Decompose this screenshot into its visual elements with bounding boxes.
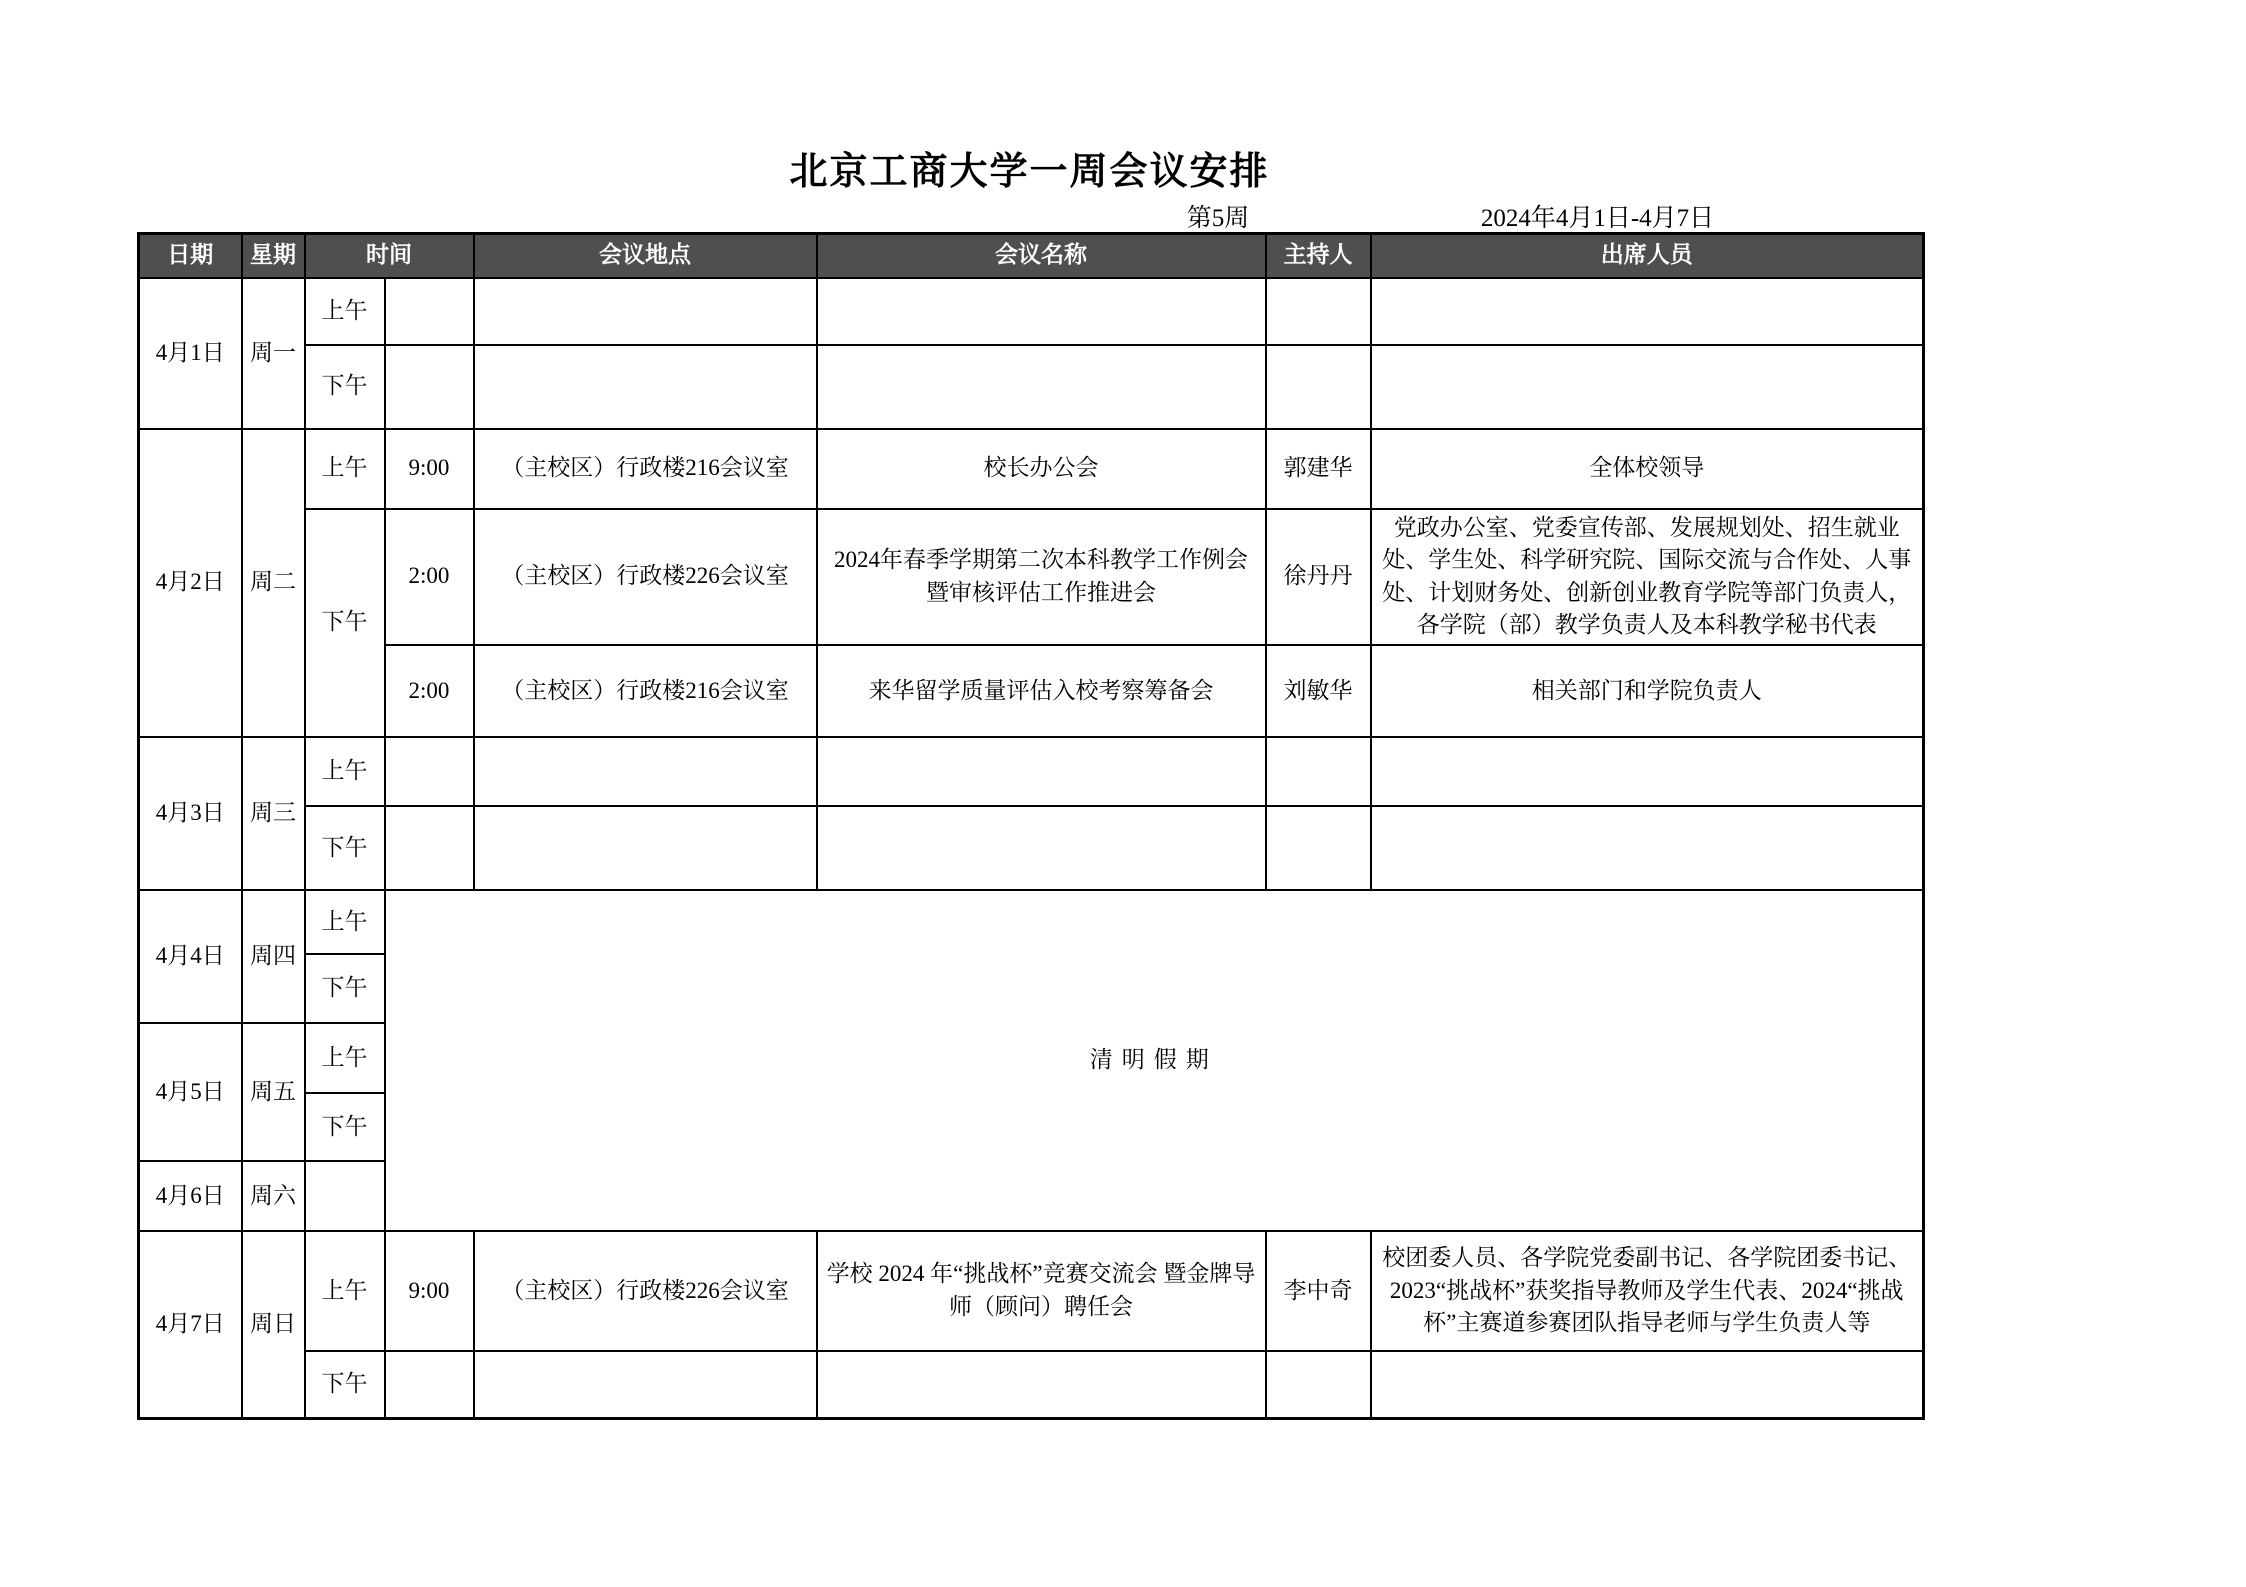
row-apr4-am xyxy=(139,890,1924,954)
host-cell: 刘敏华 xyxy=(1266,645,1371,737)
row-apr2-pm1 xyxy=(139,509,1924,646)
row-apr3-am xyxy=(139,737,1924,806)
weekday-cell: 周一 xyxy=(242,278,305,429)
date-cell: 4月1日 xyxy=(139,278,242,429)
time-cell: 9:00 xyxy=(385,1231,474,1351)
time-cell: 9:00 xyxy=(385,429,474,509)
empty-attendees-cell xyxy=(1371,737,1924,806)
host-cell: 李中奇 xyxy=(1266,1231,1371,1351)
date-cell: 4月2日 xyxy=(139,429,242,738)
meeting-name-cell: 学校 2024 年“挑战杯”竞赛交流会 暨金牌导师（顾问）聘任会 xyxy=(817,1231,1266,1351)
empty-meeting-cell xyxy=(817,806,1266,890)
weekday-cell: 周六 xyxy=(242,1161,305,1231)
empty-location-cell xyxy=(474,1351,817,1418)
header-meeting: 会议名称 xyxy=(817,234,1266,278)
date-cell: 4月5日 xyxy=(139,1023,242,1161)
header-attendees: 出席人员 xyxy=(1371,234,1924,278)
empty-host-cell xyxy=(1266,737,1371,806)
ampm-cell: 上午 xyxy=(305,1023,385,1093)
date-cell: 4月4日 xyxy=(139,890,242,1023)
ampm-cell: 上午 xyxy=(305,278,385,345)
empty-time-cell xyxy=(385,737,474,806)
row-apr1-am xyxy=(139,278,1924,345)
header-row xyxy=(139,234,1924,278)
empty-time-cell xyxy=(385,806,474,890)
empty-host-cell xyxy=(1266,1351,1371,1418)
row-apr3-pm xyxy=(139,806,1924,890)
weekday-cell: 周日 xyxy=(242,1231,305,1418)
ampm-cell: 下午 xyxy=(305,345,385,429)
weekday-cell: 周三 xyxy=(242,737,305,890)
header-weekday: 星期 xyxy=(242,234,305,278)
empty-location-cell xyxy=(474,345,817,429)
attendees-cell: 党政办公室、党委宣传部、发展规划处、招生就业处、学生处、科学研究院、国际交流与合作处、人事处、计划财务处、创新创业教育学院等部门负责人，各学院（部）教学负责人及本科教学秘书代表 xyxy=(1371,509,1924,646)
weekday-cell: 周二 xyxy=(242,429,305,738)
ampm-cell: 下午 xyxy=(305,806,385,890)
meeting-schedule-table xyxy=(137,232,1925,1420)
weekday-cell: 周五 xyxy=(242,1023,305,1161)
location-cell: （主校区）行政楼216会议室 xyxy=(474,645,817,737)
attendees-cell: 全体校领导 xyxy=(1371,429,1924,509)
ampm-cell: 下午 xyxy=(305,1351,385,1418)
row-apr2-pm2 xyxy=(139,645,1924,737)
empty-host-cell xyxy=(1266,806,1371,890)
ampm-cell: 下午 xyxy=(305,954,385,1023)
meeting-name-cell: 2024年春季学期第二次本科教学工作例会暨审核评估工作推进会 xyxy=(817,509,1266,646)
empty-meeting-cell xyxy=(817,1351,1266,1418)
header-time: 时间 xyxy=(305,234,474,278)
empty-meeting-cell xyxy=(817,278,1266,345)
empty-time-cell xyxy=(385,345,474,429)
location-cell: （主校区）行政楼226会议室 xyxy=(474,509,817,646)
empty-host-cell xyxy=(1266,278,1371,345)
empty-ampm-cell xyxy=(305,1161,385,1231)
page-title: 北京工商大学一周会议安排 xyxy=(789,151,1270,193)
ampm-cell: 上午 xyxy=(305,737,385,806)
date-cell: 4月6日 xyxy=(139,1161,242,1231)
row-apr7-am xyxy=(139,1231,1924,1351)
meeting-name-cell: 校长办公会 xyxy=(817,429,1266,509)
ampm-cell: 下午 xyxy=(305,509,385,738)
empty-attendees-cell xyxy=(1371,345,1924,429)
empty-meeting-cell xyxy=(817,345,1266,429)
ampm-cell: 上午 xyxy=(305,429,385,509)
meeting-name-cell: 来华留学质量评估入校考察筹备会 xyxy=(817,645,1266,737)
holiday-merged-cell: 清明假期 xyxy=(385,890,1924,1231)
row-apr2-am xyxy=(139,429,1924,509)
location-cell: （主校区）行政楼216会议室 xyxy=(474,429,817,509)
empty-attendees-cell xyxy=(1371,278,1924,345)
host-cell: 郭建华 xyxy=(1266,429,1371,509)
ampm-cell: 下午 xyxy=(305,1093,385,1161)
week-label: 第5周 xyxy=(1186,205,1250,232)
row-apr7-pm xyxy=(139,1351,1924,1418)
header-host: 主持人 xyxy=(1266,234,1371,278)
empty-host-cell xyxy=(1266,345,1371,429)
weekday-cell: 周四 xyxy=(242,890,305,1023)
empty-location-cell xyxy=(474,278,817,345)
empty-location-cell xyxy=(474,806,817,890)
empty-location-cell xyxy=(474,737,817,806)
attendees-cell: 校团委人员、各学院党委副书记、各学院团委书记、2023“挑战杯”获奖指导教师及学生代表、2024“挑战杯”主赛道参赛团队指导老师与学生负责人等 xyxy=(1371,1231,1924,1351)
ampm-cell: 上午 xyxy=(305,890,385,954)
empty-attendees-cell xyxy=(1371,1351,1924,1418)
ampm-cell: 上午 xyxy=(305,1231,385,1351)
empty-meeting-cell xyxy=(817,737,1266,806)
location-cell: （主校区）行政楼226会议室 xyxy=(474,1231,817,1351)
date-cell: 4月3日 xyxy=(139,737,242,890)
attendees-cell: 相关部门和学院负责人 xyxy=(1371,645,1924,737)
time-cell: 2:00 xyxy=(385,645,474,737)
empty-time-cell xyxy=(385,1351,474,1418)
header-location: 会议地点 xyxy=(474,234,817,278)
empty-attendees-cell xyxy=(1371,806,1924,890)
date-range: 2024年4月1日-4月7日 xyxy=(1480,205,1715,232)
host-cell: 徐丹丹 xyxy=(1266,509,1371,646)
time-cell: 2:00 xyxy=(385,509,474,646)
empty-time-cell xyxy=(385,278,474,345)
date-cell: 4月7日 xyxy=(139,1231,242,1418)
header-date: 日期 xyxy=(139,234,242,278)
row-apr1-pm xyxy=(139,345,1924,429)
